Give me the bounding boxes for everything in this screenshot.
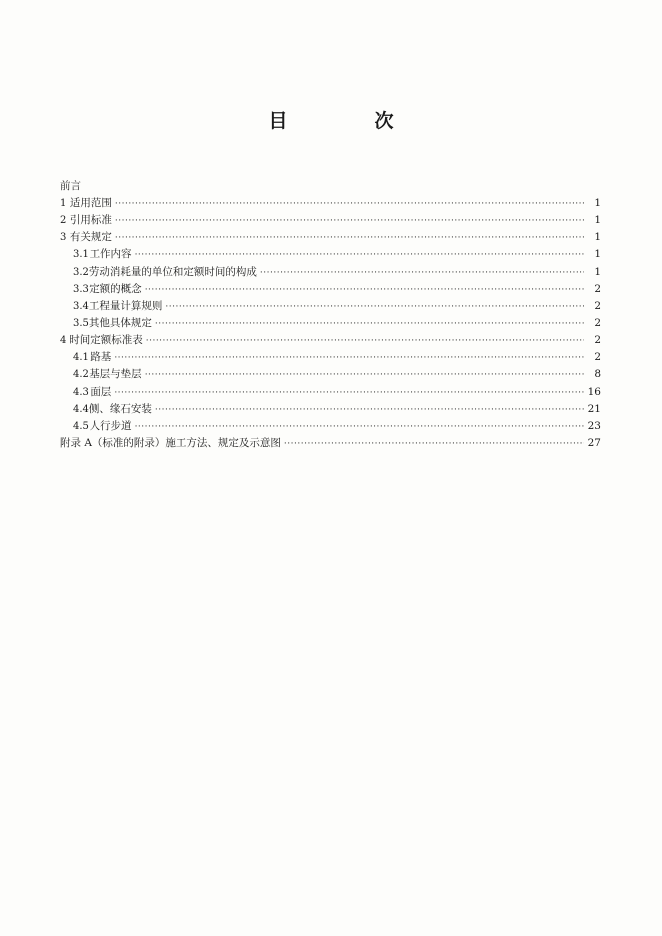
toc-entry[interactable]	[60, 366, 601, 383]
toc-dot-leader	[165, 299, 584, 316]
page-title: 目 次	[268, 110, 428, 132]
toc-entry-title: 人行步道	[89, 419, 132, 432]
toc-entry-page: 27	[587, 436, 601, 449]
toc-entry[interactable]	[60, 264, 601, 281]
toc-entry-number: 3.3	[73, 283, 89, 295]
toc-entry-number: 3.4	[73, 300, 89, 312]
toc-entry[interactable]	[60, 435, 601, 452]
toc-entry[interactable]	[60, 281, 601, 298]
toc-entry[interactable]	[60, 349, 601, 366]
toc-entry[interactable]	[60, 298, 601, 315]
toc-entry-number: 4.5	[73, 420, 89, 432]
toc-dot-leader	[260, 265, 584, 282]
toc-entry-number: 4.3	[73, 386, 89, 398]
toc-dot-leader	[135, 247, 584, 264]
toc-dot-leader	[114, 350, 584, 367]
toc-entry[interactable]	[60, 332, 601, 349]
toc-entry[interactable]	[60, 229, 601, 246]
toc-entry-number: 4.1	[73, 352, 89, 364]
toc-dot-leader	[284, 436, 584, 453]
table-of-contents	[60, 178, 601, 452]
toc-entry-page: 2	[594, 351, 601, 364]
toc-entry-number: 3	[60, 232, 67, 244]
toc-entry-title: 附录 A（标准的附录）施工方法、规定及示意图	[60, 436, 281, 449]
toc-entry-title: 基层与垫层	[89, 368, 142, 381]
toc-entry[interactable]	[60, 195, 601, 212]
toc-entry-page: 1	[594, 214, 601, 227]
toc-entry-number: 2	[60, 215, 67, 227]
toc-entry-number: 3.1	[73, 249, 89, 261]
faint-watermark	[0, 900, 662, 911]
toc-entry-page: 2	[594, 316, 601, 329]
toc-entry[interactable]	[60, 315, 601, 332]
toc-entry-title: 有关规定	[69, 231, 112, 244]
toc-entry-page: 1	[594, 248, 601, 261]
toc-entry-page: 1	[594, 197, 601, 209]
toc-dot-leader	[155, 402, 584, 419]
toc-entry-number: 3.5	[73, 317, 89, 329]
toc-entry-title: 引用标准	[69, 214, 112, 227]
toc-entry[interactable]	[60, 418, 601, 435]
toc-entry-title: 适用范围	[69, 197, 112, 209]
toc-dot-leader	[135, 419, 584, 436]
toc-dot-leader	[145, 367, 584, 384]
toc-entry[interactable]	[60, 401, 601, 418]
toc-entry-title: 面层	[90, 385, 112, 398]
toc-entry-page: 21	[587, 402, 601, 415]
toc-entry-title: 工程量计算规则	[88, 299, 163, 312]
toc-entry-page: 16	[587, 385, 601, 398]
toc-dot-leader	[115, 230, 584, 247]
toc-entry-number: 4	[60, 335, 67, 347]
toc-entry-number: 4.2	[73, 369, 89, 381]
toc-entry-title: 工作内容	[89, 248, 132, 261]
toc-entry-page: 2	[594, 334, 601, 347]
toc-entry-page: 1	[594, 231, 601, 244]
toc-entry[interactable]	[60, 246, 601, 263]
toc-entry-title: 其他具体规定	[88, 316, 152, 329]
toc-preface[interactable]: 前言	[60, 180, 81, 192]
toc-dot-leader	[115, 213, 584, 230]
toc-dot-leader	[114, 385, 584, 402]
toc-entry-title: 劳动消耗量的单位和定额时间的构成	[88, 265, 257, 278]
toc-entry-number: 1	[60, 198, 67, 209]
toc-entry-page: 2	[594, 299, 601, 312]
toc-entry-title: 路基	[90, 351, 112, 364]
toc-entry[interactable]	[60, 384, 601, 401]
toc-entry[interactable]	[60, 212, 601, 229]
toc-entry-page: 8	[594, 368, 601, 381]
toc-entry-page: 23	[587, 419, 601, 432]
toc-entry-title: 定额的概念	[89, 282, 142, 295]
toc-entry-title: 时间定额标准表	[69, 334, 143, 347]
toc-entry-title: 侧、缘石安装	[88, 402, 152, 415]
toc-entry-page: 2	[594, 282, 601, 295]
toc-dot-leader	[155, 316, 584, 333]
toc-dot-leader	[146, 333, 584, 350]
toc-dot-leader	[145, 282, 584, 299]
toc-entry-number: 3.2	[73, 266, 89, 278]
toc-entry-number: 4.4	[73, 403, 89, 415]
toc-dot-leader	[115, 196, 584, 213]
toc-entries	[60, 195, 601, 452]
toc-entry-page: 1	[594, 265, 601, 278]
